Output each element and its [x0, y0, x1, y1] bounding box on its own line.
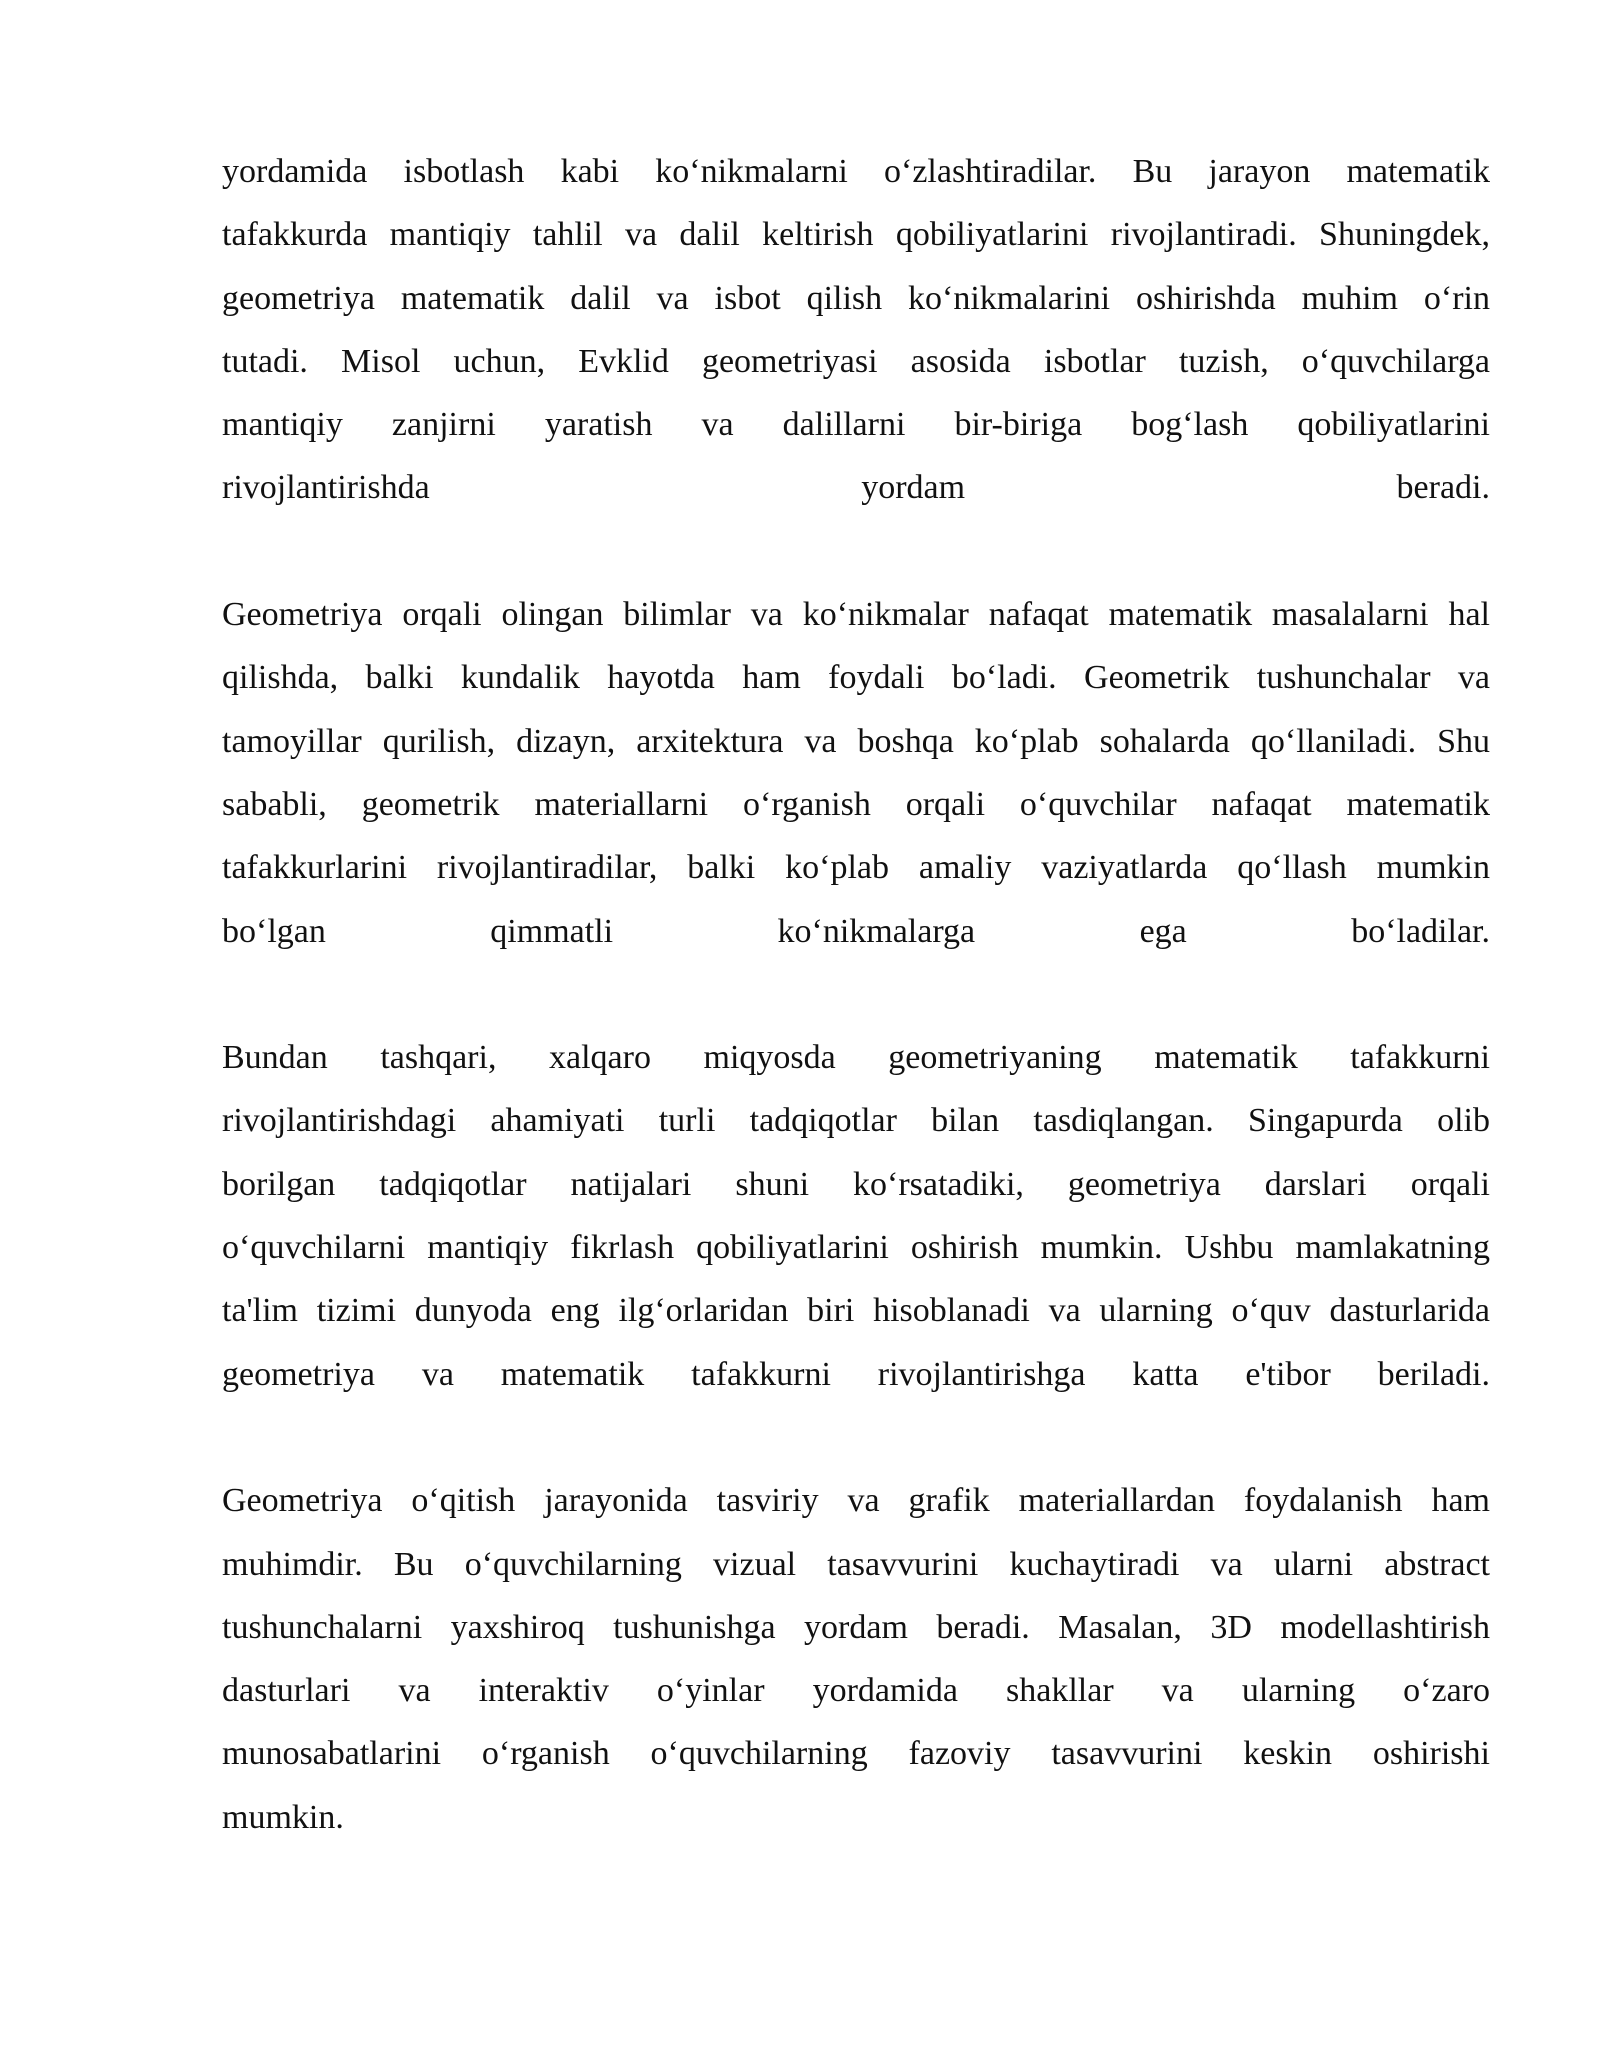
text-line: bo‘lgan qimmatli ko‘nikmalarga ega bo‘ladilar.: [222, 912, 1490, 950]
text-line: munosabatlarini o‘rganish o‘quvchilarning fazoviy tasavvurini keskin oshirishi: [222, 1735, 1490, 1773]
text-line: sababli, geometrik materiallarni o‘rganish orqali o‘quvchilar nafaqat matematik: [222, 785, 1490, 823]
text-line: yordamida isbotlash kabi ko‘nikmalarni o‘zlashtiradilar. Bu jarayon matematik: [222, 153, 1490, 190]
text-line: borilgan tadqiqotlar natijalari shuni ko‘rsatadiki, geometriya darslari orqali: [222, 1165, 1490, 1203]
text-line: Geometriya o‘qitish jarayonida tasviriy va grafik materiallardan foydalanish ham: [222, 1482, 1490, 1520]
text-line: Geometriya orqali olingan bilimlar va ko‘nikmalar nafaqat matematik masalalarni hal: [222, 596, 1490, 634]
paragraph-3: [222, 1026, 1490, 1406]
text-line: geometriya va matematik tafakkurni rivojlantirishga katta e'tibor beriladi.: [222, 1355, 1490, 1393]
text-line: o‘quvchilarni mantiqiy fikrlash qobiliyatlarini oshirish mumkin. Ushbu mamlakatning: [222, 1229, 1490, 1267]
text-line: muhimdir. Bu o‘quvchilarning vizual tasavvurini kuchaytiradi va ularni abstract: [222, 1545, 1490, 1583]
text-line: mumkin.: [222, 1798, 344, 1836]
paragraph-4: [222, 1469, 1490, 1849]
paragraph-2: [222, 583, 1490, 963]
text-line: Bundan tashqari, xalqaro miqyosda geometriyaning matematik tafakkurni: [222, 1039, 1490, 1077]
text-line: tushunchalarni yaxshiroq tushunishga yordam beradi. Masalan, 3D modellashtirish: [222, 1608, 1490, 1646]
body-text: [222, 140, 1490, 1849]
text-line: mantiqiy zanjirni yaratish va dalillarni bir-biriga bog‘lash qobiliyatlarini: [222, 406, 1490, 444]
paragraph-1: [222, 140, 1490, 520]
text-line: tafakkurlarini rivojlantiradilar, balki ko‘plab amaliy vaziyatlarda qo‘llash mumkin: [222, 849, 1490, 887]
text-line: qilishda, balki kundalik hayotda ham foydali bo‘ladi. Geometrik tushunchalar va: [222, 659, 1490, 697]
text-line: tutadi. Misol uchun, Evklid geometriyasi asosida isbotlar tuzish, o‘quvchilarga: [222, 342, 1490, 380]
text-line: ta'lim tizimi dunyoda eng ilg‘orlaridan biri hisoblanadi va ularning o‘quv dasturlarida: [222, 1292, 1490, 1330]
text-line: geometriya matematik dalil va isbot qilish ko‘nikmalarini oshirishda muhim o‘rin: [222, 279, 1490, 317]
text-line: tafakkurda mantiqiy tahlil va dalil keltirish qobiliyatlarini rivojlantiradi. Shuningdek,: [222, 216, 1490, 254]
text-line: rivojlantirishdagi ahamiyati turli tadqiqotlar bilan tasdiqlangan. Singapurda olib: [222, 1102, 1490, 1140]
text-line: dasturlari va interaktiv o‘yinlar yordamida shakllar va ularning o‘zaro: [222, 1672, 1490, 1710]
text-line: rivojlantirishda yordam beradi.: [222, 469, 1490, 507]
text-line: tamoyillar qurilish, dizayn, arxitektura va boshqa ko‘plab sohalarda qo‘llaniladi. Shu: [222, 722, 1490, 760]
